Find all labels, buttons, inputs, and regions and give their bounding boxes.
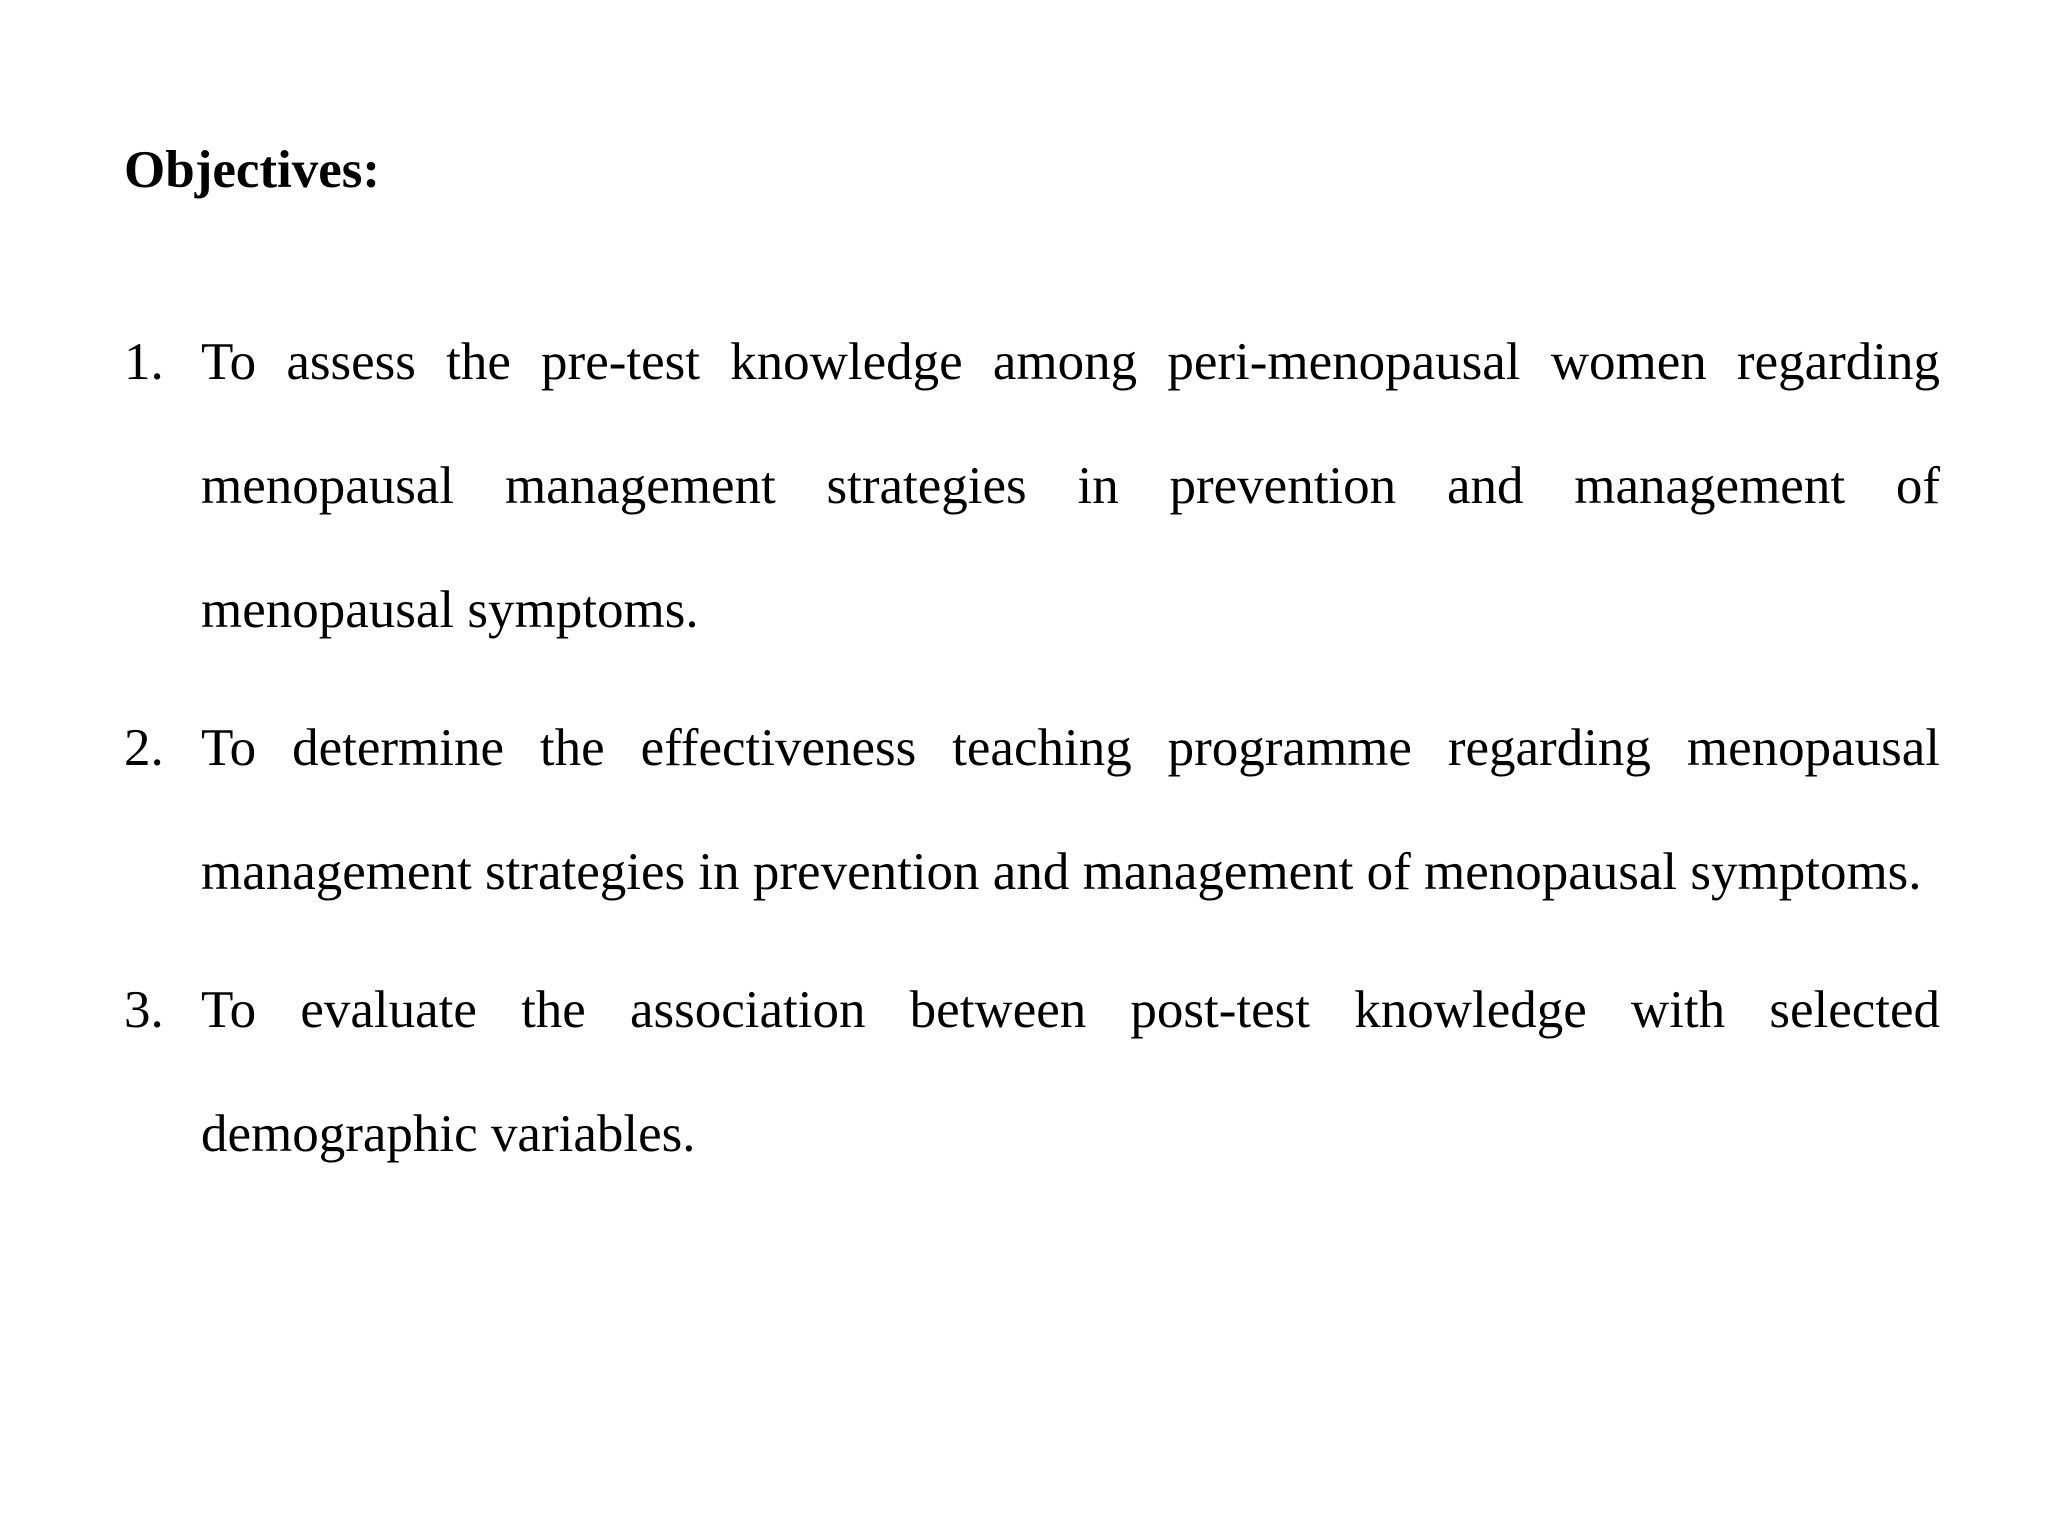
objectives-heading: Objectives: <box>124 141 381 199</box>
objective-text: To evaluate the association between post-test knowledge with selected demographic variables. <box>201 981 1940 1163</box>
objective-number: 3. <box>124 981 164 1039</box>
objective-item-1 <box>124 300 1940 672</box>
objectives-list <box>124 300 1940 1210</box>
objective-item-2 <box>124 686 1940 934</box>
objective-number: 2. <box>124 719 164 777</box>
objective-item-3 <box>124 948 1940 1196</box>
objective-text: To assess the pre-test knowledge among peri-menopausal women regarding menopausal management strategies in prevention and management of menopausal symptoms. <box>201 333 1940 639</box>
objective-text: To determine the effectiveness teaching programme regarding menopausal management strategies in prevention and management of menopausal symptoms. <box>201 719 1940 901</box>
objective-number: 1. <box>124 333 164 391</box>
